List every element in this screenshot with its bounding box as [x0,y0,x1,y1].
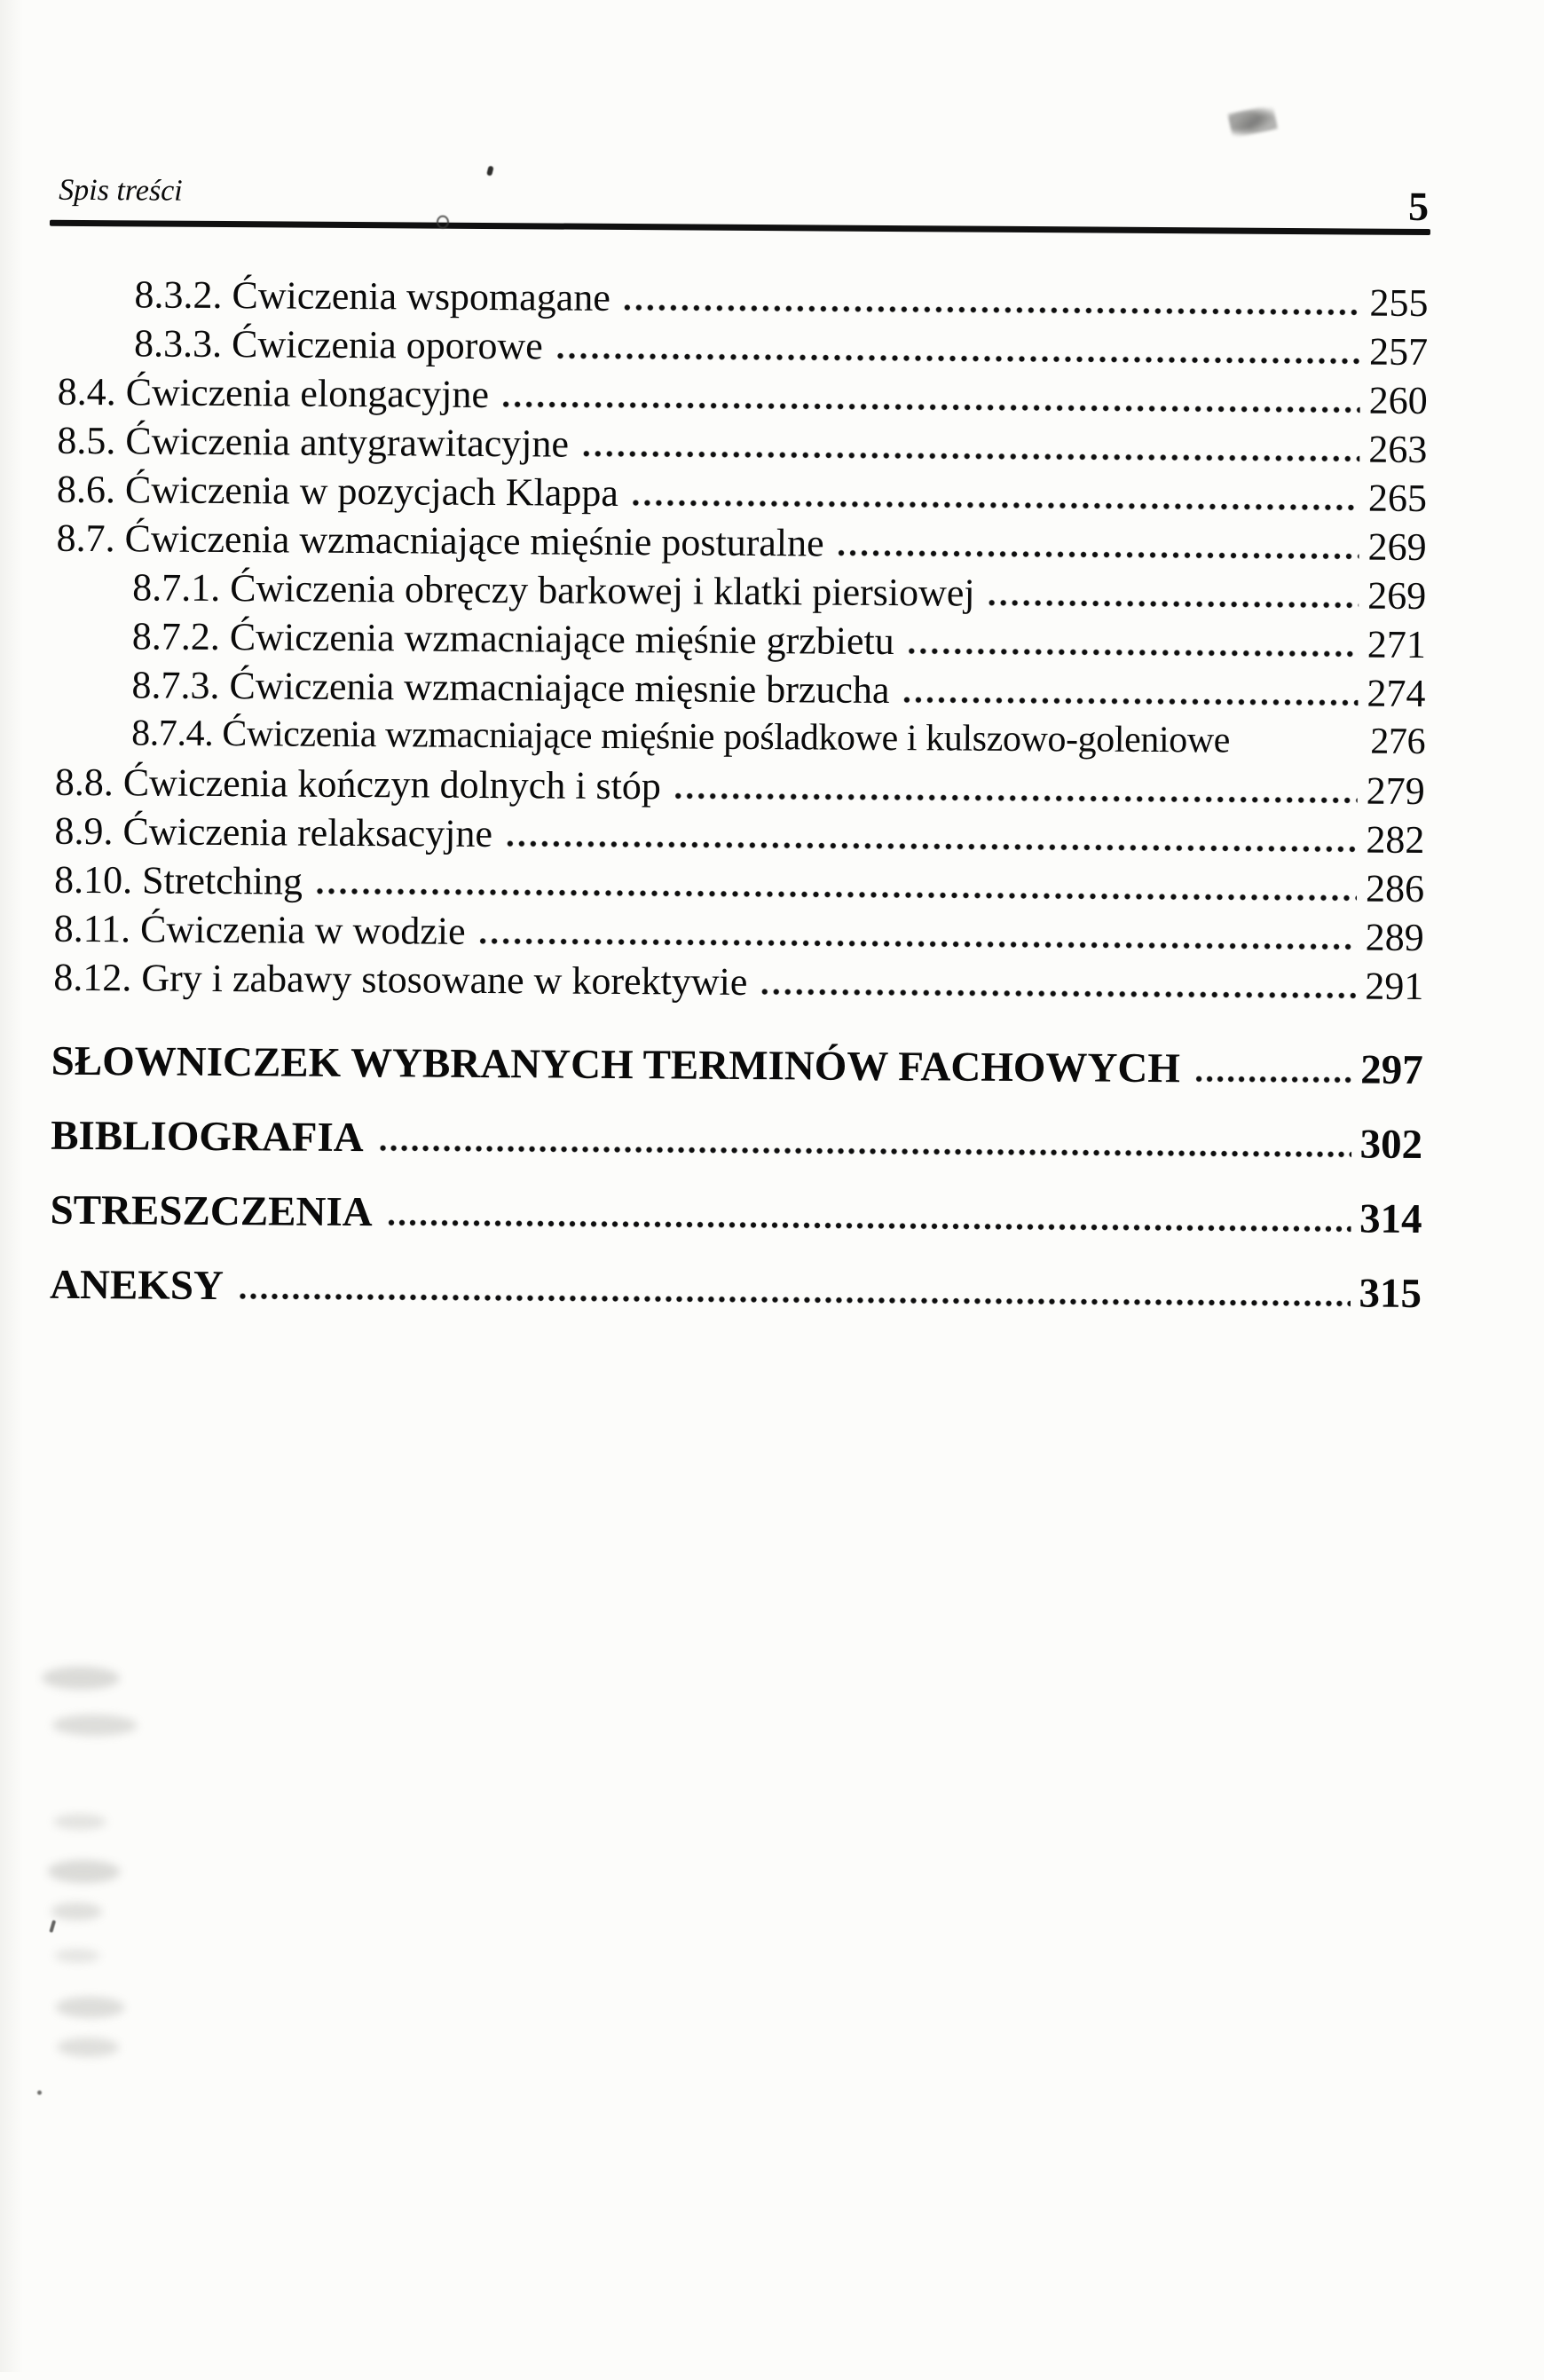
dot-leader [479,938,1356,950]
back-matter-page: 315 [1359,1270,1422,1317]
dot-leader [507,840,1357,852]
dot-leader [675,792,1358,803]
toc-entry-label: 8.11. Ćwiczenia w wodzie [53,906,466,953]
toc-entry-page: 263 [1368,427,1428,472]
toc-entry-label: 8.8. Ćwiczenia kończyn dolnych i stóp [54,760,662,808]
back-matter-list [50,1037,1423,1344]
toc-entry-page: 269 [1367,573,1427,619]
toc-entry [56,611,1426,669]
toc-entry-label: 8.7.3. Ćwiczenia wzmacniające mięsnie brzucha [131,663,890,713]
toc-entry [54,904,1424,962]
bleed-through-smudge [53,1814,106,1830]
toc-entry-label: 8.7.1. Ćwiczenia obręczy barkowej i klatki piersiowej [132,565,975,615]
back-matter-label: ANEKSY [49,1261,225,1310]
dot-leader [838,550,1359,560]
page-number: 5 [1407,183,1430,230]
toc-entry-label: 8.3.2. Ćwiczenia wspomagane [134,272,611,319]
toc-entry-label: 8.9. Ćwiczenia relaksacyjne [54,808,493,856]
back-matter-page: 297 [1360,1046,1423,1094]
dot-leader [317,888,1357,902]
bleed-through-smudge [51,1903,102,1920]
toc-entry-page: 260 [1368,378,1428,423]
toc-entry-page: 271 [1367,622,1427,667]
ink-speck [49,1920,56,1934]
toc-entry-page: 274 [1367,671,1426,716]
toc-entry [55,758,1425,816]
toc-entry [58,367,1428,425]
toc-entry-page: 279 [1366,768,1425,814]
back-matter-entry [51,1112,1423,1195]
toc-entry [54,855,1424,913]
toc-entry-label: 8.7. Ćwiczenia wzmacniające mięśnie posturalne [56,516,824,565]
back-matter-entry [51,1037,1423,1121]
toc-entry-label: 8.12. Gry i zabawy stosowane w korektywie [53,955,748,1004]
dot-leader [761,989,1356,998]
toc-entry-page: 282 [1366,817,1425,863]
dot-leader [633,500,1359,510]
toc-entry [55,709,1425,767]
toc-entry-label: 8.7.2. Ćwiczenia wzmacniające mięśnie grzbietu [131,614,894,664]
dot-leader [389,1219,1351,1232]
back-matter-label: BIBLIOGRAFIA [50,1112,364,1162]
bleed-through-smudge [48,1860,121,1884]
back-matter-page: 302 [1359,1121,1423,1169]
toc-entry-label: 8.6. Ćwiczenia w pozycjach Klappa [56,467,619,515]
running-title: Spis treści [59,173,183,208]
toc-entry-page: 286 [1365,866,1425,911]
dot-leader [380,1145,1351,1157]
toc-entry-label: 8.7.4. Ćwiczenia wzmacniające mięśnie pośladkowe i kulszowo-goleniowe [131,713,1231,761]
toc-entry [53,953,1423,1011]
toc-entry [57,465,1427,523]
back-matter-label: SŁOWNICZEK WYBRANYCH TERMINÓW FACHOWYCH [51,1037,1181,1092]
header-rule [50,220,1430,235]
bleed-through-smudge [42,1667,120,1690]
dot-leader [557,353,1360,365]
ink-speck [37,2091,42,2095]
toc-entry-page: 255 [1369,280,1429,326]
dot-leader [1196,1076,1351,1083]
dot-leader [903,697,1358,705]
toc-entry-page: 269 [1367,524,1427,570]
toc-list [53,270,1428,1011]
ink-speck [486,165,494,176]
dot-leader [625,304,1361,316]
scan-smudge [1227,105,1278,138]
dot-leader [1230,746,1370,753]
toc-entry-page: 257 [1368,329,1429,374]
dot-leader [989,600,1359,609]
back-matter-entry [50,1261,1422,1344]
back-matter-page: 314 [1359,1195,1422,1242]
dot-leader [240,1293,1351,1306]
toc-entry [54,807,1424,864]
toc-entry-label: 8.5. Ćwiczenia antygrawitacyjne [57,418,570,466]
toc-entry [58,270,1428,327]
toc-entry [58,319,1428,376]
toc-entry [56,514,1426,571]
bleed-through-smudge [52,1714,138,1737]
dot-leader [583,451,1359,462]
toc-entry [55,660,1425,718]
toc-entry-label: 8.4. Ćwiczenia elongacyjne [57,369,490,417]
dot-leader [503,401,1360,413]
back-matter-entry [50,1186,1422,1270]
toc-entry-page: 289 [1365,915,1424,960]
toc-entry-label: 8.3.3. Ćwiczenia oporowe [133,321,543,368]
dot-leader [909,648,1359,657]
bleed-through-smudge [57,2037,119,2057]
back-matter-label: STRESZCZENIA [50,1186,373,1236]
toc-entry [57,416,1427,474]
toc-entry-page: 276 [1370,721,1426,763]
toc-entry-page: 291 [1365,964,1424,1009]
toc-entry-page: 265 [1367,476,1428,521]
toc-entry-label: 8.10. Stretching [53,857,303,903]
bleed-through-smudge [56,1997,125,2019]
bleed-through-smudge [54,1949,100,1963]
toc-entry [56,563,1426,620]
